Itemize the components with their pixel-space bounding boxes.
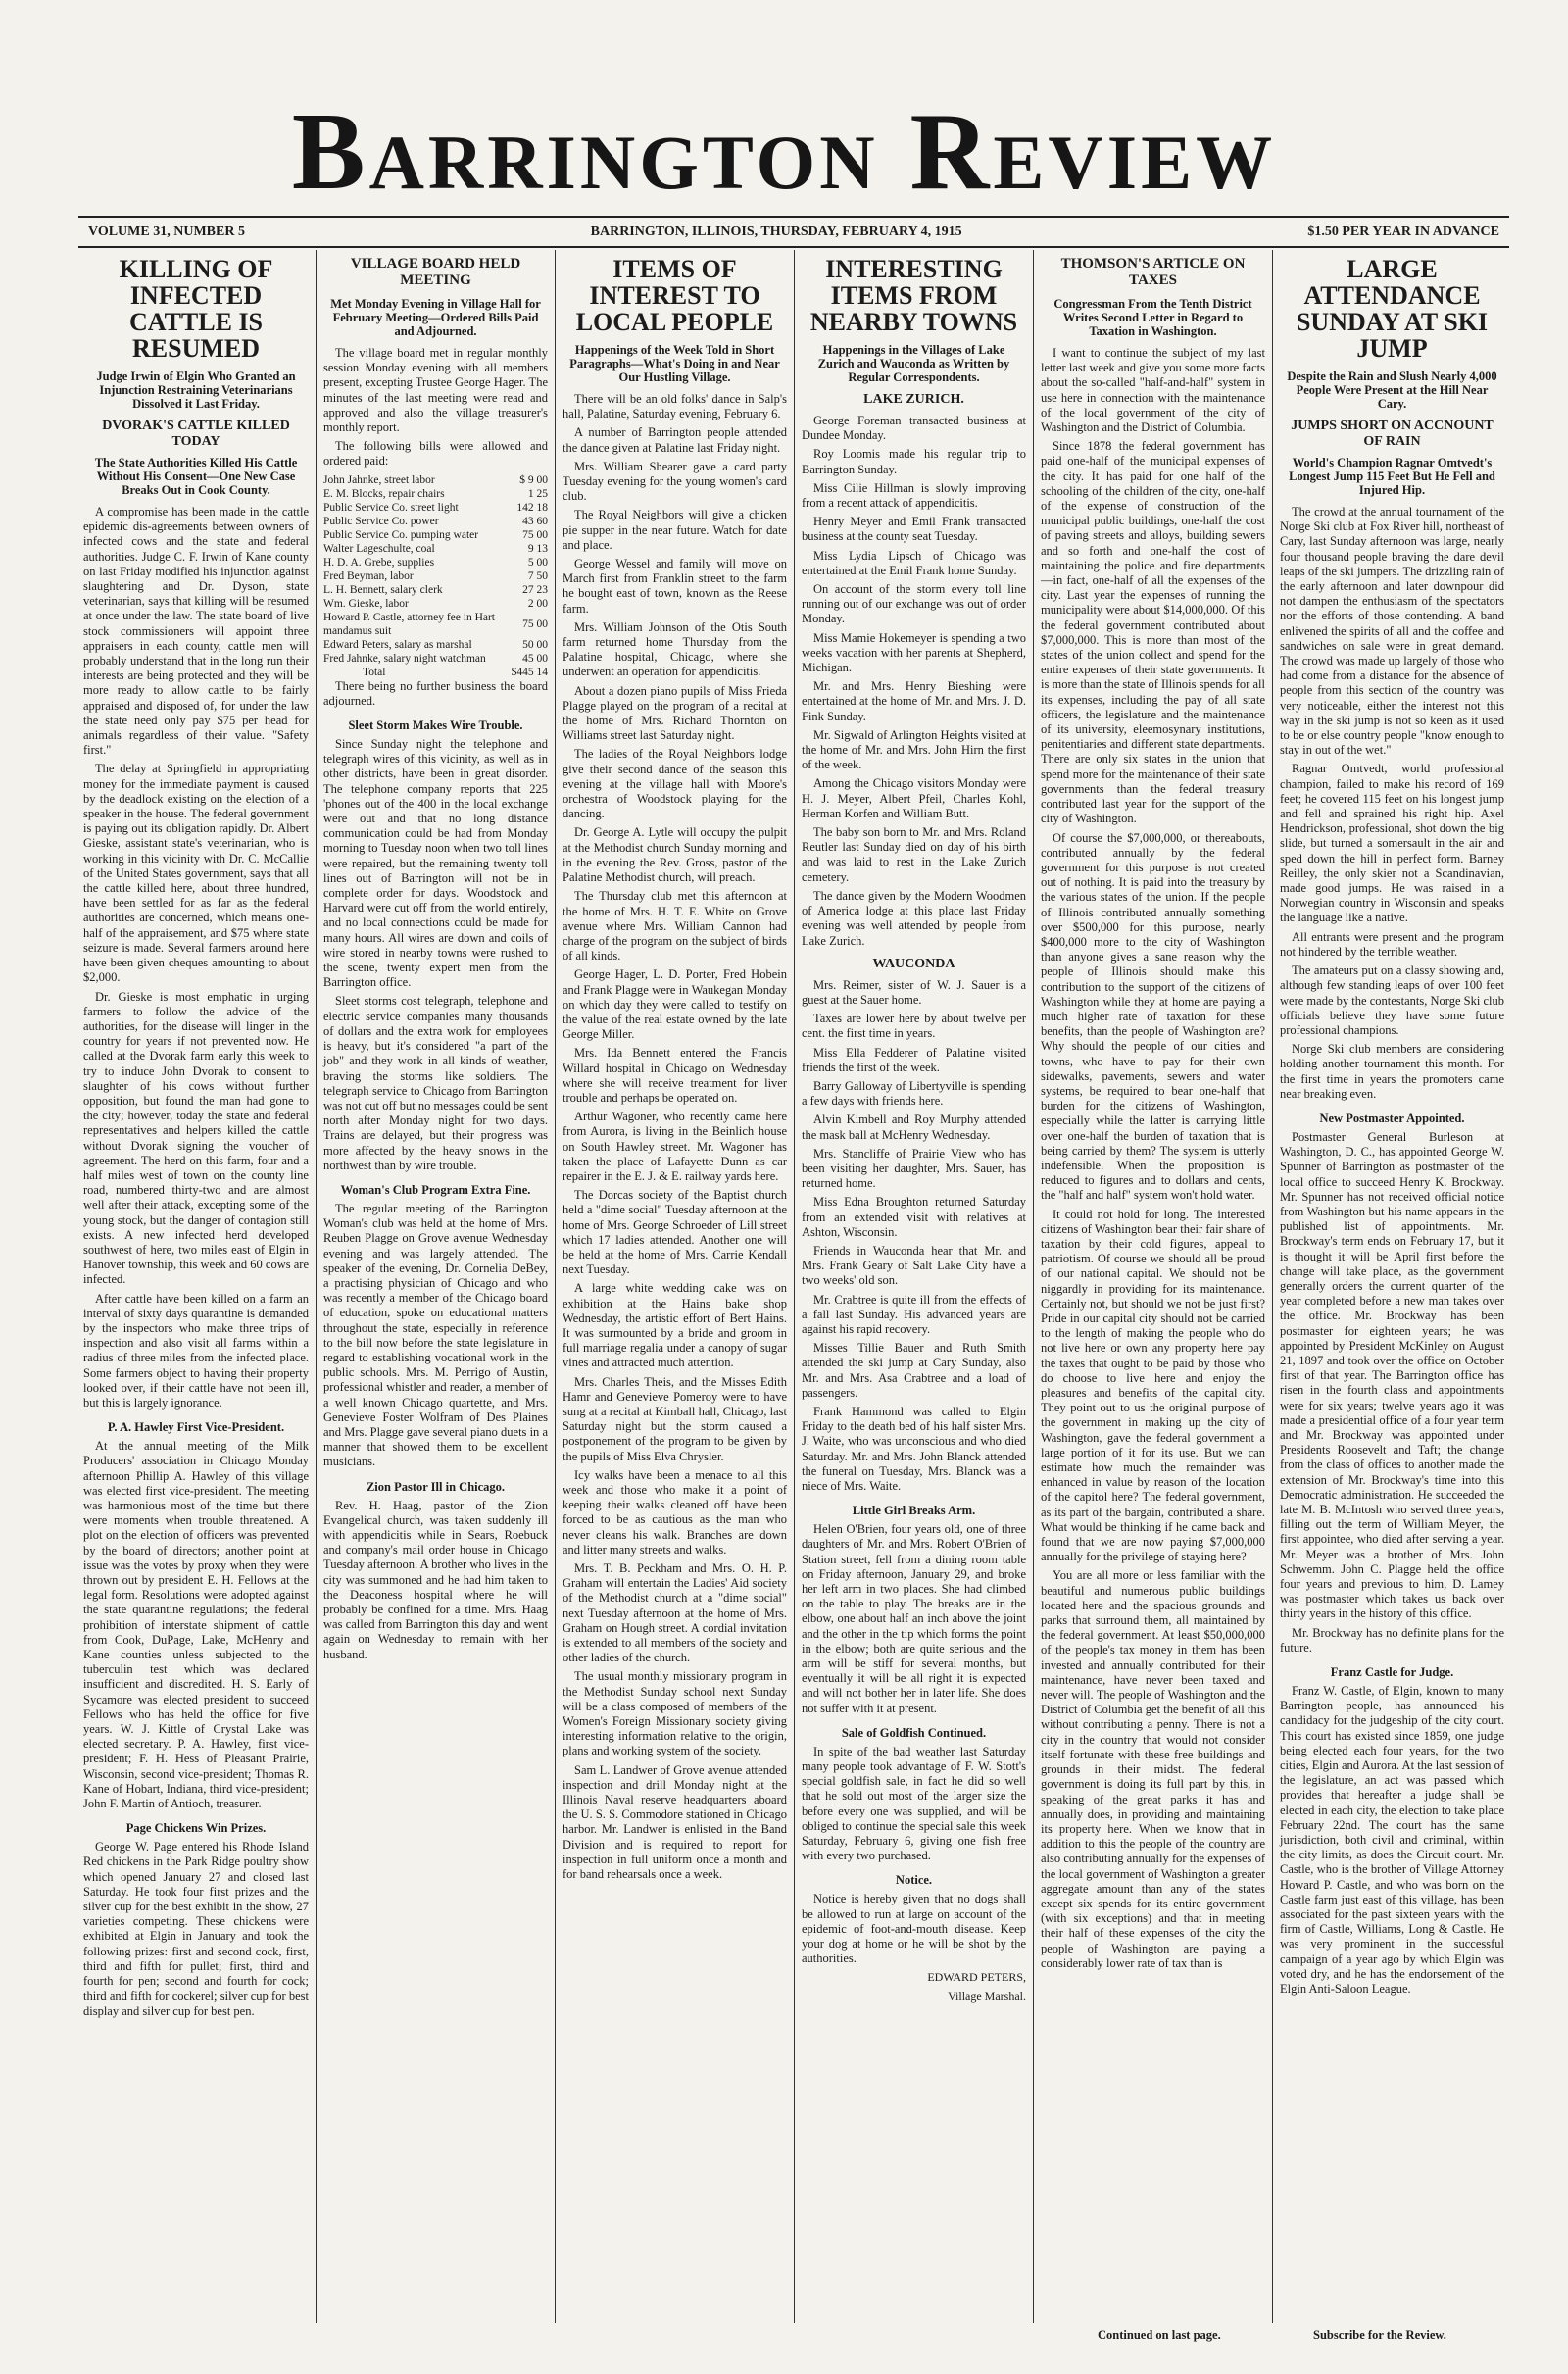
bill-row: Public Service Co. street light 142 18	[323, 501, 548, 514]
subheading-zion-pastor: Zion Pastor Ill in Chicago.	[366, 1479, 506, 1494]
news-item: Mrs. Ida Bennett entered the Francis Willard hospital in Chicago on Wednesday where she will receive treatment for liver trouble and perhaps be operated on.	[563, 1046, 787, 1105]
bill-row: Fred Beyman, labor 7 50	[323, 569, 548, 582]
headline-local-items: ITEMS OF INTEREST TO LOCAL PEOPLE	[575, 255, 774, 336]
column-4	[794, 250, 1033, 2323]
volume-number: VOLUME 31, NUMBER 5	[88, 224, 245, 239]
deck-thomson: Congressman From the Tenth District Writes Second Letter in Regard to Taxation in Washington.	[1054, 297, 1252, 338]
bill-row: E. M. Blocks, repair chairs 1 25	[323, 487, 548, 500]
bill-row: Public Service Co. power 43 60	[323, 515, 548, 527]
masthead-rule-bottom	[78, 246, 1509, 248]
subscription-price: $1.50 PER YEAR IN ADVANCE	[1307, 224, 1499, 239]
article-paragraph: It could not hold for long. The interested citizens of Washington bear their fair share of taxation by their cold figures, appeal to patriotism. Of course we should all be proud of our national capital. We should not be niggardly in providing for its maintenance. Certainly not, but should we not be just first? Pride in our capital city should not be carried to the length of making the people who do not live here or own any property here pay the taxes that ought to be paid by those who do choose to live here and enjoy the pleasures and benefits of the capital city. They point out to us the original purpose of the government in making up the city of Washington, gave the federal government a large portion of it for its use. But we can estimate how much the remainder was enhanced in value by reason of the location of the capitol here? The federal government, as its part of the bargain, contributed a share. What would be thinking if he came back and found that we are now paying $7,000,000 annually for the privilege of staying here?	[1041, 1207, 1265, 1564]
deck-omtvedt: World's Champion Ragnar Omtvedt's Longest Jump 115 Feet But He Fell and Injured Hip.	[1289, 456, 1495, 497]
news-item: Mr. Sigwald of Arlington Heights visited at the home of Mr. and Mrs. John Hirn the first of the week.	[802, 727, 1027, 772]
article-paragraph: Notice is hereby given that no dogs shall be allowed to run at large on account of the epidemic of foot-and-mouth disease. Keep your dog at home or he will be shot by the authorities.	[802, 1892, 1026, 1966]
news-item: Mrs. T. B. Peckham and Mrs. O. H. P. Graham will entertain the Ladies' Aid society of the Methodist church at a "dime social" next Tuesday afternoon at the home of Mrs. Graham on Hough street. A cordial invitation is extended to all members of the society and other ladies of the church.	[563, 1561, 787, 1665]
news-item: The Royal Neighbors will give a chicken pie supper in the near future. Watch for date and place.	[563, 508, 787, 552]
news-item: Barry Galloway of Libertyville is spending a few days with friends here.	[802, 1078, 1026, 1109]
masthead: Barrington Review	[291, 91, 1277, 213]
news-item: There will be an old folks' dance in Salp's hall, Palatine, Saturday evening, February 6.	[563, 392, 787, 421]
headline-thomson: THOMSON'S ARTICLE ON TAXES	[1060, 256, 1246, 288]
continued-note: Continued on last page.	[1098, 2328, 1221, 2342]
bill-row: L. H. Bennett, salary clerk 27 23	[323, 583, 548, 596]
subheading-sleet: Sleet Storm Makes Wire Trouble.	[348, 718, 523, 733]
deck-village-board: Met Monday Evening in Village Hall for February Meeting—Ordered Bills Paid and Adjourned.	[330, 297, 541, 338]
bill-row: John Jahnke, street labor $ 9 00	[323, 473, 548, 486]
subhead-rain: JUMPS SHORT ON ACCNOUNT OF RAIN	[1291, 419, 1494, 449]
article-paragraph: In spite of the bad weather last Saturday many people took advantage of F. W. Stott's special goldfish sale, in fact he did so well that he sold out most of the larger size the before every one was supplied, and will be obliged to continue the special sale this week Saturday, February 6, giving one fish free with every two purchased.	[802, 1744, 1026, 1863]
bill-row: Walter Lageschulte, coal 9 13	[323, 542, 548, 555]
subheading-chickens: Page Chickens Win Prizes.	[125, 1821, 267, 1836]
masthead-rule-top	[78, 216, 1509, 218]
bill-row: Edward Peters, salary as marshal 50 00	[323, 638, 548, 651]
news-item: Mrs. William Johnson of the Otis South farm returned home Thursday from the Palatine hospital, Chicago, where she underwent an operation for appendicitis.	[563, 619, 787, 679]
article-paragraph: The following bills were allowed and ordered paid:	[323, 439, 548, 469]
news-item: Friends in Wauconda hear that Mr. and Mrs. Frank Geary of Salt Lake City have a two weeks' old son.	[802, 1243, 1026, 1288]
article-paragraph: Since Sunday night the telephone and telegraph wires of this vicinity, as well as in other districts, have been in great disorder. The telephone company reports that 225 'phones out of the 400 in the local exchange were out and that no long distance communication could be had from Monday morning to Tuesday noon when two toll lines were repaired, but the remaining twenty toll lines out of Barrington will not be in complete order for days. Woodstock and Harvard were cut off from the world entirely, and no local connections could be made for many hours. All wires are down and coils of wire stored in nearby towns were rushed to the scene, twenty expert men from the Barrington office.	[323, 737, 548, 990]
article-paragraph: Rev. H. Haag, pastor of the Zion Evangelical church, was taken suddenly ill with appendicitis while in Sears, Roebuck and company's mail order house in Chicago Tuesday afternoon. A brother who lives in the city was summoned and he had him taken to the Deaconess hospital where he will probably be confined for a time. Mrs. Haag was called from Barrington this day and went again on Wednesday to remain with her husband.	[323, 1498, 548, 1661]
news-item: Mr. Crabtree is quite ill from the effects of a fall last Sunday. His advanced years are against his rapid recovery.	[802, 1292, 1026, 1336]
subheading-postmaster: New Postmaster Appointed.	[1319, 1111, 1465, 1125]
news-item: The ladies of the Royal Neighbors lodge give their second dance of the season this evening at the village hall with Moore's orchestra of Woodstock playing for the dancing.	[563, 747, 787, 821]
news-item: The Thursday club met this afternoon at the home of Mrs. H. T. E. White on Grove avenue where Mrs. William Cannon had charge of the program on the subject of birds of all kinds.	[563, 889, 787, 964]
headline-village-board: VILLAGE BOARD HELD MEETING	[350, 256, 521, 288]
article-paragraph: Norge Ski club members are considering holding another tournament this month. For the first time in years the promoters came near breaking even.	[1280, 1042, 1504, 1101]
article-paragraph: Sleet storms cost telegraph, telephone and electric service companies many thousands of dollars and the extra work for employees is heavy, but it's considered "a part of the job" and they work in all kinds of weather, braving the storms like soldiers. The telegraph service to Chicago from Barrington was not cut off but no messages could be sent north after Monday night for two days. Trains are delayed, but their progress was more affected by the heavy snows in the northwest than by wire trouble.	[323, 994, 548, 1172]
news-item: The Dorcas society of the Baptist church held a "dime social" Tuesday afternoon at the home of Mrs. George Schroeder of Lill street which 17 ladies attended. Another one will be held at the home of Mrs. Carrie Kendall next Tuesday.	[563, 1188, 787, 1277]
deck-cattle: Judge Irwin of Elgin Who Granted an Injunction Restraining Veterinarians Dissolved it Last Friday.	[96, 370, 296, 411]
news-item: Miss Edna Broughton returned Saturday from an extended visit with relatives at Ashton, Wisconsin.	[802, 1195, 1026, 1239]
article-paragraph: The amateurs put on a classy showing and, although few standing leaps of over 100 feet were made by the contestants, Norge Ski club officials believe they have some future professional champions.	[1280, 964, 1504, 1037]
article-paragraph: All entrants were present and the program not hindered by the terrible weather.	[1280, 929, 1504, 959]
headline-nearby-towns: INTERESTING ITEMS FROM NEARBY TOWNS	[809, 255, 1018, 336]
bill-row: Fred Jahnke, salary night watchman 45 00	[323, 652, 548, 665]
news-item: Roy Loomis made his regular trip to Barrington Sunday.	[802, 447, 1026, 476]
bill-total-row: Total $445 14	[363, 666, 548, 678]
article-paragraph: The regular meeting of the Barrington Woman's club was held at the home of Mrs. Reuben Plagge on Grove avenue Wednesday evening and was largely attended. The speaker of the evening, Dr. Cornelia DeBey, a practising physician of Chicago and who was recently a member of the Chicago board of education, spoke on educational matters throughout the state, especially in reference to the bill now before the state legislature in regard to establishing vocational work in the public schools. Mrs. M. Perrigo of Austin, professional whistler and reader, a member of a well known Chicago quartette, and Mrs. Genevieve Foster Wolfram of Des Plaines and Mrs. Plagge gave several piano duets in a manner that showed them to be excellent musicians.	[323, 1201, 548, 1469]
place-date: BARRINGTON, ILLINOIS, THURSDAY, FEBRUARY 4, 1915	[590, 224, 962, 239]
news-item: A number of Barrington people attended the dance given at Palatine last Friday night.	[563, 425, 787, 455]
dateline	[88, 221, 1499, 244]
news-item: Mrs. Stancliffe of Prairie View who has been visiting her daughter, Mrs. Sauer, has returned home.	[802, 1146, 1026, 1191]
news-item: Sam L. Landwer of Grove avenue attended inspection and drill Monday night at the Illinois Naval reserve headquarters aboard the U. S. S. Commodore stationed in Chicago harbor. Mr. Landwer is enlisted in the Band Division and is required to report for inspection in full uniform once a month and for band rehearsals once a week.	[563, 1762, 787, 1882]
news-item: Mrs. Charles Theis, and the Misses Edith Hamr and Genevieve Pomeroy were to have sung at a recital at Kimball hall, Chicago, last Saturday night but the storm caused a postponement of the program to be given by the pupils of Miss Elva Chrysler.	[563, 1374, 787, 1463]
column-6	[1272, 250, 1511, 2323]
article-paragraph: There being no further business the board adjourned.	[323, 678, 548, 708]
subhead-wauconda: WAUCONDA	[872, 956, 956, 971]
article-paragraph: Since 1878 the federal government has paid one-half of the municipal expenses of the city. It has paid for one half of the schooling of the children of the city, one-half of the expense of construction of the municipal public buildings, one-half the cost of paving streets and alloys, building sewers and so forth and one-half the cost of maintaining the police and fire departments—in fact, one-half of all the expenses of the city. Last year the expenses of running the municipality were about $14,000,000. Of this the federal government contributed about $7,000,000. This is more than most of the states of the union collect and spend for the entire expenses of their state governments. It is more than the state of Illinois spends for all its expenses, including the pay of all state officers, the legislature and the maintenance of its university, eleemosynary institutions, penitentiaries and different state departments. There are only six states in the union that spend more for the maintenance of their state governments than the federal treasury contributed last year for the support of the city of Washington.	[1041, 439, 1265, 826]
notice-signature-name: EDWARD PETERS,	[927, 1970, 1026, 1985]
article-paragraph: Franz W. Castle, of Elgin, known to many Barrington people, has announced his candidacy for the judgeship of the city court. This court has existed since 1859, one judge being elected each four years, for the two cities, Elgin and Aurora. At the last session of the legislature, an act was passed which provides that hereafter a judge shall be elected in each city, the election to take place February 22nd. The court has the same jurisdiction, both civil and criminal, within the city limits, as does the Circuit court. Mr. Castle, who is the brother of Village Attorney Howard P. Castle, and who was born on the Castle farm just east of this village, has been associated for the past sixteen years with the firm of Castle, Williams, Long & Castle. He was very prominent in the successful campaign of a year ago by which Elgin was voted dry, and he has the endorsement of the Elgin Anti-Saloon League.	[1280, 1684, 1504, 1997]
news-item: Mrs. Reimer, sister of W. J. Sauer is a guest at the Sauer home.	[802, 977, 1026, 1007]
bill-row: Wm. Gieske, labor 2 00	[323, 597, 548, 610]
news-item: Frank Hammond was called to Elgin Friday to the death bed of his half sister Mrs. J. Waite, who was unconscious and who died Saturday. Mr. and Mrs. John Blanck attended the funeral on Tuesday, Mrs. Blanck was a niece of Mrs. Waite.	[802, 1404, 1026, 1493]
article-paragraph: Postmaster General Burleson at Washington, D. C., has appointed George W. Spunner of Barrington as postmaster of the local office to succeed Henry K. Brockway. Mr. Spunner has not received official notice from Washington but his name appears in the published list of appointments. Mr. Brockway's term ends on February 17, but it is thought it will be April first before the change will take place, as the government generally orders the current quarter of the year completed before a new man takes over the office. Mr. Brockway has been postmaster for eighteen years; he was appointed by President McKinley on August 21, 1897 and took over the office on October first of that year. The Barrington office has risen in the fourth class and appointments were for six years; twelve years ago it was made a presidential office of a four year term and Mr. Brockway was appointed under Presidents Roosevelt and Taft; the change from the class of offices to another made the extension of Mr. Brockway's time into this Democratic administration. He succeeded the late M. B. McIntosh who served three years, filling out the term of William Meyer, the first appointee, who died after serving a year. Mr. Meyer was a brother of Mrs. John Schwemm. John C. Plagge held the office four years and previous to him, D. Lamey was postmaster which takes us back over thirty years in the history of this office.	[1280, 1129, 1504, 1621]
article-paragraph: A compromise has been made in the cattle epidemic dis-agreements between owners of infected cows and the state and federal authorities. Judge C. F. Irwin of Kane county on last Friday modified his injunction against slaughtering and Dr. Dyson, state veterinarian, says that killing will be resumed at once under the law. The state board of live stock commissioners will appoint three appraisers in each county, cattle men will probably understand that in the long run their interests are being protected and they will be more ready to allow cattle to be fairly appraised and disposed of, for under the law the state need only pay $75 per head for animals regardless of their value. "Safety first."	[83, 505, 309, 758]
bill-row: Public Service Co. pumping water 75 00	[323, 528, 548, 541]
subheading-goldfish: Sale of Goldfish Continued.	[841, 1725, 987, 1740]
subheading-girl-arm: Little Girl Breaks Arm.	[852, 1504, 976, 1518]
news-item: Dr. George A. Lytle will occupy the pulpit at the Methodist church Sunday morning and in the evening the Rev. Gross, pastor of the Palatine Methodist church, will preach.	[563, 825, 787, 885]
bill-row: H. D. A. Grebe, supplies 5 00	[323, 556, 548, 569]
news-item: The dance given by the Modern Woodmen of America lodge at this place last Friday evening was well attended by people from Lake Zurich.	[802, 888, 1026, 948]
news-item: Arthur Wagoner, who recently came here from Aurora, is living in the Beinlich house on South Hawley street. Mr. Wagoner has taken the place of Lafayette Dunn as car repairer in the E. J. & E. railway yards here.	[563, 1110, 787, 1183]
deck-local-items: Happenings of the Week Told in Short Paragraphs—What's Doing in and Near Our Hustling Village.	[569, 343, 780, 384]
article-paragraph: The delay at Springfield in appropriating money for the immediate payment is caused by the deadlock existing on the election of a speaker in the house. The federal government is paying out its obligation rapidly. Dr. Albert Gieske, assistant state's veterinarian, who is working in this vicinity with Dr. C. McCallie of the United States government, says that all the cattle killed here, about three hundred, have been settled for as far as the federal authorities are concerned, which means one-half of the appraisement, and $75 where state seizure is made. Several farmers around here have been given cheques amounting to about $2,000.	[83, 762, 309, 985]
subheading-notice: Notice.	[895, 1873, 933, 1888]
subheading-womans-club: Woman's Club Program Extra Fine.	[340, 1182, 531, 1197]
article-paragraph: I want to continue the subject of my last letter last week and give you some more facts about the so-called "half-and-half" system in use here in connection with the maintenance of the local government of the city of Washington and the District of Columbia.	[1041, 346, 1265, 435]
news-item: Miss Cilie Hillman is slowly improving from a recent attack of appendicitis.	[802, 480, 1026, 511]
bill-row: Howard P. Castle, attorney fee in Hart mandamus suit 75 00	[323, 611, 548, 637]
news-item: Miss Mamie Hokemeyer is spending a two weeks vacation with her parents at Shepherd, Michigan.	[802, 630, 1026, 675]
news-item: On account of the storm every toll line running out of our exchange was out of order Monday.	[802, 582, 1026, 626]
news-item: Mr. and Mrs. Henry Bieshing were entertained at the home of Mr. and Mrs. J. D. Fink Sunday.	[802, 679, 1026, 723]
subscribe-note: Subscribe for the Review.	[1313, 2328, 1446, 2342]
news-item: Icy walks have been a menace to all this week and those who make it a point of keeping their walks cleaned off have been forced to be as cautious as the man who never cleans his walk. Branches are down and litter many streets and walks.	[563, 1467, 787, 1557]
news-item: Henry Meyer and Emil Frank transacted business at the county seat Tuesday.	[802, 515, 1026, 544]
news-item: A large white wedding cake was on exhibition at the Hains bake shop Wednesday, the artistic effort of Bert Hains. It was surmounted by a bride and groom in full marriage regalia under a canopy of sugar vines and attracted much attention.	[563, 1281, 787, 1370]
news-item: Miss Lydia Lipsch of Chicago was entertained at the Emil Frank home Sunday.	[802, 548, 1026, 577]
article-paragraph: Of course the $7,000,000, or thereabouts, contributed annually by the federal government for this purpose is not created out of nothing. It is paid into the treasury by the various states of the union. If the people of Illinois contributed annually something over $500,000 for this purpose, nearly $400,000 more to the city of Washington than anyone gives a sane reason why the people of Illinois should make this contribution to the support of the citizens of Washington while they at home are paying a much higher rate of taxation for these benefits, than the people of Washington are? Why should the people of our cities and towns, who have to pay for their own sidewalks, pavements, sewers and water systems, be required to bear one-half that burden for the citizens of Washington, especially while the latter is carrying little over one-half the burden of taxation that is being carried by them? The system is utterly indefensible. When the proposition is reduced to figures and to dollars and cents, the "half and half" system won't hold water.	[1041, 830, 1265, 1203]
news-columns	[76, 250, 1511, 2323]
article-paragraph: Dr. Gieske is most emphatic in urging farmers to follow the advice of the authorities, for the disease will linger in the country for years if not prevented now. He called at the Dvorak farm early this week to try to induce John Dvorak to consent to slaughter of his cows without further opposition, but found the man had gone to the city; however, today the state and federal representatives and helpers killed the cattle without Dvorak signing the voucher of agreement. The herd on this farm, four and a half miles west of town on the county line road, numbered thirty-two and are almost well after their attack, excepting some of the young stock, but the danger of contagion still exists. A new infected herd developed southwest of here, two miles east of Elgin in Hanover township, this week and 60 cows are infected.	[83, 989, 309, 1287]
column-2	[316, 250, 555, 2323]
news-item: George Foreman transacted business at Dundee Monday.	[802, 414, 1026, 443]
subheading-castle-judge: Franz Castle for Judge.	[1330, 1665, 1454, 1680]
news-item: The baby son born to Mr. and Mrs. Roland Reutler last Sunday died on day of his birth and was laid to rest in the Lake Zurich cemetery.	[802, 825, 1026, 884]
bills-table	[323, 473, 548, 679]
news-item: The usual monthly missionary program in the Methodist Sunday school next Sunday will be a class composed of members of the Women's Foreign Missionary society giving interesting information relative to the origin, plans and working system of the society.	[563, 1669, 787, 1758]
article-paragraph: You are all more or less familiar with the beautiful and numerous public buildings located here and the spacious grounds and parks that surround them, all maintained by the federal government. At least $50,000,000 of the people's tax money in them has been invested and annually contributed for their maintenance, have never been taxed and never will. The people of Washington and the District of Columbia get the benefit of all this without contributing a penny. There is not a city in the country that would not consider itself fortunate with these free buildings and grounds in their midst. The federal government is doing its full part by this, in speaking of the great parks it has and annually does, in providing and maintaining its property here. When we know that in addition to this the people of the country are also contributing annually for the expenses of the local government of Washington a greater aggregate amount than any of the states except six spends for its entire government (with six exceptions) and that in meeting their half of these expenses of the city the people of Washington are paying a considerably lower rate of tax than is	[1041, 1568, 1265, 1970]
column-3	[555, 250, 794, 2323]
deck-nearby-towns: Happenings in the Villages of Lake Zurich and Wauconda as Written by Regular Correspondents.	[817, 343, 1010, 384]
article-paragraph: The village board met in regular monthly session Monday evening with all members present, excepting Trustee George Hager. The minutes of the last meeting were read and approved and also the village treasurer's monthly report.	[323, 346, 548, 435]
news-item: George Wessel and family will move on March first from Franklin street to the farm he bought east of town, known as the Reese farm.	[563, 557, 787, 616]
news-item: Taxes are lower here by about twelve per cent. the first time in years.	[802, 1012, 1026, 1041]
column-1	[76, 250, 316, 2323]
notice-signature-title: Village Marshal.	[948, 1989, 1026, 2003]
news-item: Miss Ella Fedderer of Palatine visited friends the first of the week.	[802, 1045, 1026, 1074]
article-paragraph: After cattle have been killed on a farm an interval of sixty days quarantine is demanded by the inspectors who make three trips of inspection and also visit all farms within a radius of three miles from the infected place. Some farmers object to having their property looked over, if their cattle have not been ill, but this is largely ignorance.	[83, 1291, 309, 1410]
article-paragraph: Ragnar Omtvedt, world professional champion, failed to make his record of 169 feet; he covered 115 feet on his longest jump and fell and sprained his right hip. Axel Hendrickson, professional, shot down the big slide, but turned a somersault in the air and sped down the hill in perfect form. Barney Reilley, the only skier not a Scandinavian, made good jumps. He was raised in a Norwegian country in Wisconsin and speaks the language like a native.	[1280, 762, 1504, 925]
news-item: Alvin Kimbell and Roy Murphy attended the mask ball at McHenry Wednesday.	[802, 1113, 1026, 1142]
deck-dvorak: The State Authorities Killed His Cattle Without His Consent—One New Case Breaks Out in Cook County.	[94, 456, 298, 497]
article-paragraph: Mr. Brockway has no definite plans for the future.	[1280, 1625, 1504, 1655]
news-item: George Hager, L. D. Porter, Fred Hobein and Frank Plagge were in Waukegan Monday on which day they were called to testify on the value of the real estate owned by the late George Miller.	[563, 967, 787, 1042]
news-item: About a dozen piano pupils of Miss Frieda Plagge played on the program of a recital at the home of Mrs. Richard Thornton on Williams street last Saturday night.	[563, 683, 787, 743]
subheading-hawley: P. A. Hawley First Vice-President.	[107, 1420, 285, 1435]
deck-ski-jump: Despite the Rain and Slush Nearly 4,000 People Were Present at the Hill Near Cary.	[1287, 370, 1497, 411]
headline-cattle: KILLING OF INFECTED CATTLE IS RESUMED	[119, 255, 273, 363]
article-paragraph: The crowd at the annual tournament of the Norge Ski club at Fox River hill, northeast of Cary, last Sunday afternoon was large, nearly four thousand people braving the dare devil leaps of the ski jumpers. The drizzling rain of the early afternoon and later downpour did not dampen the enthusiasm of the spectators nor the efforts of those contending. A band enlivened the spirits of all and the coffee and sandwiches on sale were in great demand. The crowd was made up largely of those who had come from a distance for the absence of people from this section of the country was very noticeable, either the interest not this way in the ski jump is not so keen as it used to be or else country people "know enough to stay in out of the wet."	[1280, 505, 1504, 758]
headline-ski-jump: LARGE ATTENDANCE SUNDAY AT SKI JUMP	[1296, 255, 1489, 363]
news-item: Mrs. William Shearer gave a card party Tuesday evening for the young women's card club.	[563, 459, 787, 504]
subhead-lake-zurich: LAKE ZURICH.	[863, 392, 964, 407]
article-paragraph: At the annual meeting of the Milk Producers' association in Chicago Monday afternoon Phillip A. Hawley of this village was elected first vice-president. The meeting was harmonious most of the time but there were moments when trouble threatened. A plot on the election of officers was prevented by the board of directors; another point at issue was the votes by proxy when they were thrown out by president E. H. Fellows at the legal form. Resolutions were adopted against the state quarantine regulations; the federal prohibition of interstate shipment of cattle from Cook, DuPage, Lake, McHenry and Kane counties unless subjected to the tuberculin test which was declared insufficient and discredited. H. S. Early of Sycamore was elected president to succeed Fellows who has held the office for five years. W. J. Kittle of Crystal Lake was elected secretary. P. A. Hawley, first vice-president; F. H. Hess of Pleasant Prairie, Wisconsin, second vice-president; Thomas R. Kane of Hobart, Indiana, third vice-president; John F. Martin of Antioch, treasurer.	[83, 1439, 309, 1811]
subhead-dvorak: DVORAK'S CATTLE KILLED TODAY	[102, 419, 290, 449]
article-paragraph: George W. Page entered his Rhode Island Red chickens in the Park Ridge poultry show which opened January 27 and closed last Saturday. He took four first prizes and the silver cup for the best exhibit in the show, 27 varieties competing. These chickens were exhibited at Elgin in January and took the following prizes: first and second cock, first, third and fifth for pullet; first, third and fourth for pen; second and fourth for cock; third and fifth for cockerel; silver cup for best display and silver cup for best pen.	[83, 1840, 309, 2018]
article-paragraph: Helen O'Brien, four years old, one of three daughters of Mr. and Mrs. Robert O'Brien of Station street, fell from a dining room table on Friday afternoon, January 29, and broke her left arm in two places. She had climbed on the table to play. The breaks are in the elbow, one about half an inch above the joint and the other in the tip which forms the point in the elbow; both are quite serious and the arm will be stiff for several months, but eventually it will be all right it is expected and will not bother her in later life. She does not suffer with it at present.	[802, 1522, 1026, 1715]
news-item: Misses Tillie Bauer and Ruth Smith attended the ski jump at Cary Sunday, also Mr. and Mrs. Asa Crabtree and a load of passengers.	[802, 1341, 1026, 1400]
news-item: Among the Chicago visitors Monday were H. J. Meyer, Albert Pfeil, Charles Kohl, Herman Korfen and William Butt.	[802, 776, 1026, 820]
column-5	[1033, 250, 1272, 2323]
